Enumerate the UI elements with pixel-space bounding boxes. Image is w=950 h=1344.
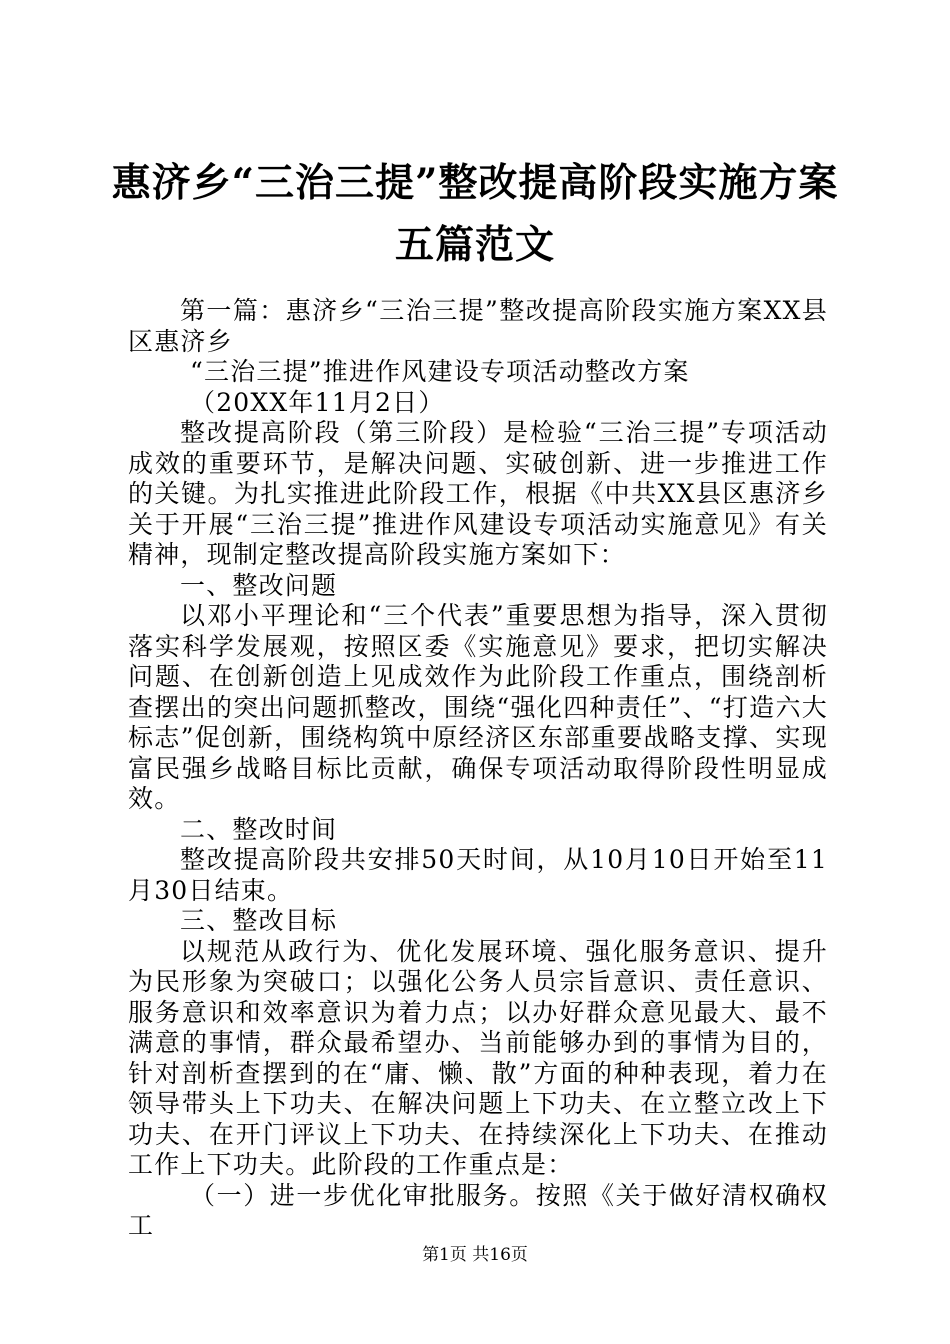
section-heading-rectification-time: 二、整改时间 [180, 814, 338, 844]
paragraph-plan-date: （20XX年11月2日） [190, 387, 445, 417]
paragraph-approval-service: （一）进一步优化审批服务。按照《关于做好清权确权工 [128, 1180, 828, 1240]
paragraph-first-article-heading: 第一篇：惠济乡“三治三提”整改提高阶段实施方案XX县区惠济乡 [128, 296, 828, 356]
paragraph-intro: 整改提高阶段（第三阶段）是检验“三治三提”专项活动成效的重要环节，是解决问题、实破创新、进一步推进工作的关键。为扎实推进此阶段工作，根据《中共XX县区惠济乡关于开展“三治三提”推进作风建设专项活动实施意见》有关精神，现制定整改提高阶段实施方案如下： [128, 418, 828, 569]
paragraph-rectification-issues: 以邓小平理论和“三个代表”重要思想为指导，深入贯彻落实科学发展观，按照区委《实施意见》要求，把切实解决问题、在创新创造上见成效作为此阶段工作重点，围绕剖析查摆出的突出问题抓整改，围绕“强化四种责任”、“打造六大标志”促创新，围绕构筑中原经济区东部重要战略支撑、实现富民强乡战略目标比贡献，确保专项活动取得阶段性明显成效。 [128, 601, 828, 813]
document-body [128, 296, 828, 1242]
paragraph-rectification-goals: 以规范从政行为、优化发展环境、强化服务意识、提升为民形象为突破口；以强化公务人员宗旨意识、责任意识、服务意识和效率意识为着力点；以办好群众意见最大、最不满意的事情，群众最希望办、当前能够办到的事情为目的，针对剖析查摆到的在“庸、懒、散”方面的种种表现，着力在领导带头上下功夫、在解决问题上下功夫、在立整立改上下功夫、在开门评议上下功夫、在持续深化上下功夫、在推动工作上下功夫。此阶段的工作重点是： [128, 936, 828, 1179]
page-footer: 第1页 共16页 [422, 1245, 528, 1265]
section-heading-rectification-goals: 三、整改目标 [180, 906, 338, 935]
paragraph-rectification-time: 整改提高阶段共安排50天时间，从10月10日开始至11月30日结束。 [128, 845, 828, 905]
document-title: 惠济乡“三治三提”整改提高阶段实施方案五篇范文 [111, 160, 839, 268]
section-heading-rectification-issues: 一、整改问题 [180, 570, 338, 600]
paragraph-plan-subtitle: “三治三提”推进作风建设专项活动整改方案 [190, 357, 690, 386]
